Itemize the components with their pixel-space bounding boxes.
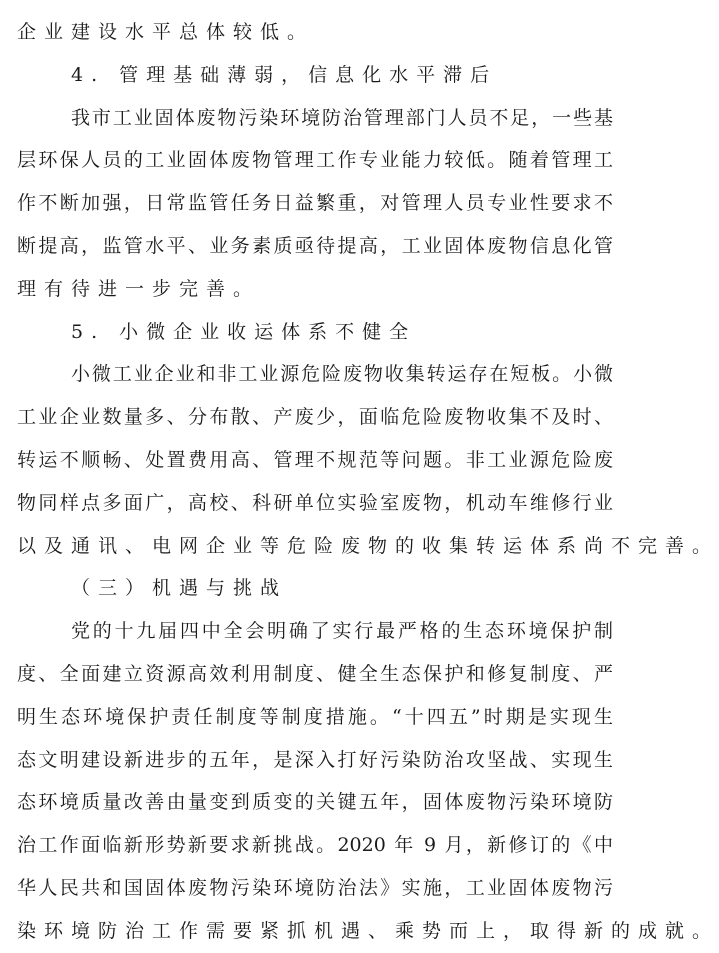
section-heading — [17, 567, 613, 610]
text-line: 我市工业固体废物污染环境防治管理部门人员不足，一些基 — [71, 106, 613, 129]
text-line: 层环保人员的工业固体废物管理工作专业能力较低。随着管理工 — [17, 149, 613, 172]
text-line: 以及通讯、电网企业等危险废物的收集转运体系尚不完善。 — [17, 534, 719, 557]
body-paragraph — [17, 353, 719, 567]
text-line: 治工作面临新形势新要求新挑战。2020 年 9 月，新修订的《中 — [17, 834, 613, 857]
text-line: 作不断加强，日常监管任务日益繁重，对管理人员专业性要求不 — [17, 192, 613, 215]
body-paragraph — [17, 97, 613, 311]
text-line: 态文明建设新进步的五年，是深入打好污染防治攻坚战、实现生 — [17, 748, 613, 771]
section-heading — [17, 311, 613, 354]
section-heading — [17, 54, 613, 97]
text-line: 断提高，监管水平、业务素质亟待提高，工业固体废物信息化管 — [17, 234, 613, 257]
text-line: 物同样点多面广，高校、科研单位实验室废物，机动车维修行业 — [17, 491, 613, 514]
text-line: 华人民共和国固体废物污染环境防治法》实施，工业固体废物污 — [17, 876, 613, 899]
text-line: （三）机遇与挑战 — [71, 577, 288, 600]
text-line: 转运不顺畅、处置费用高、管理不规范等问题。非工业源危险废 — [17, 448, 613, 471]
text-line: 明生态环境保护责任制度等制度措施。“十四五”时期是实现生 — [17, 705, 613, 728]
text-line: 理有待进一步完善。 — [17, 277, 261, 300]
text-line: 工业企业数量多、分布散、产废少，面临危险废物收集不及时、 — [17, 406, 613, 429]
body-paragraph — [17, 11, 613, 54]
text-line: 染环境防治工作需要紧抓机遇、乘势而上，取得新的成就。 — [17, 919, 719, 942]
text-line: 企业建设水平总体较低。 — [17, 21, 315, 43]
text-line: 态环境质量改善由量变到质变的关键五年，固体废物污染环境防 — [17, 791, 613, 814]
text-line: 党的十九届四中全会明确了实行最严格的生态环境保护制 — [71, 620, 613, 643]
text-line: 度、全面建立资源高效利用制度、健全生态保护和修复制度、严 — [17, 662, 613, 685]
document-page — [17, 11, 719, 953]
text-line: 5. 小微企业收运体系不健全 — [71, 320, 417, 343]
text-line: 4. 管理基础薄弱，信息化水平滞后 — [71, 63, 498, 86]
body-paragraph — [17, 610, 719, 952]
text-line: 小微工业企业和非工业源危险废物收集转运存在短板。小微 — [71, 363, 613, 386]
